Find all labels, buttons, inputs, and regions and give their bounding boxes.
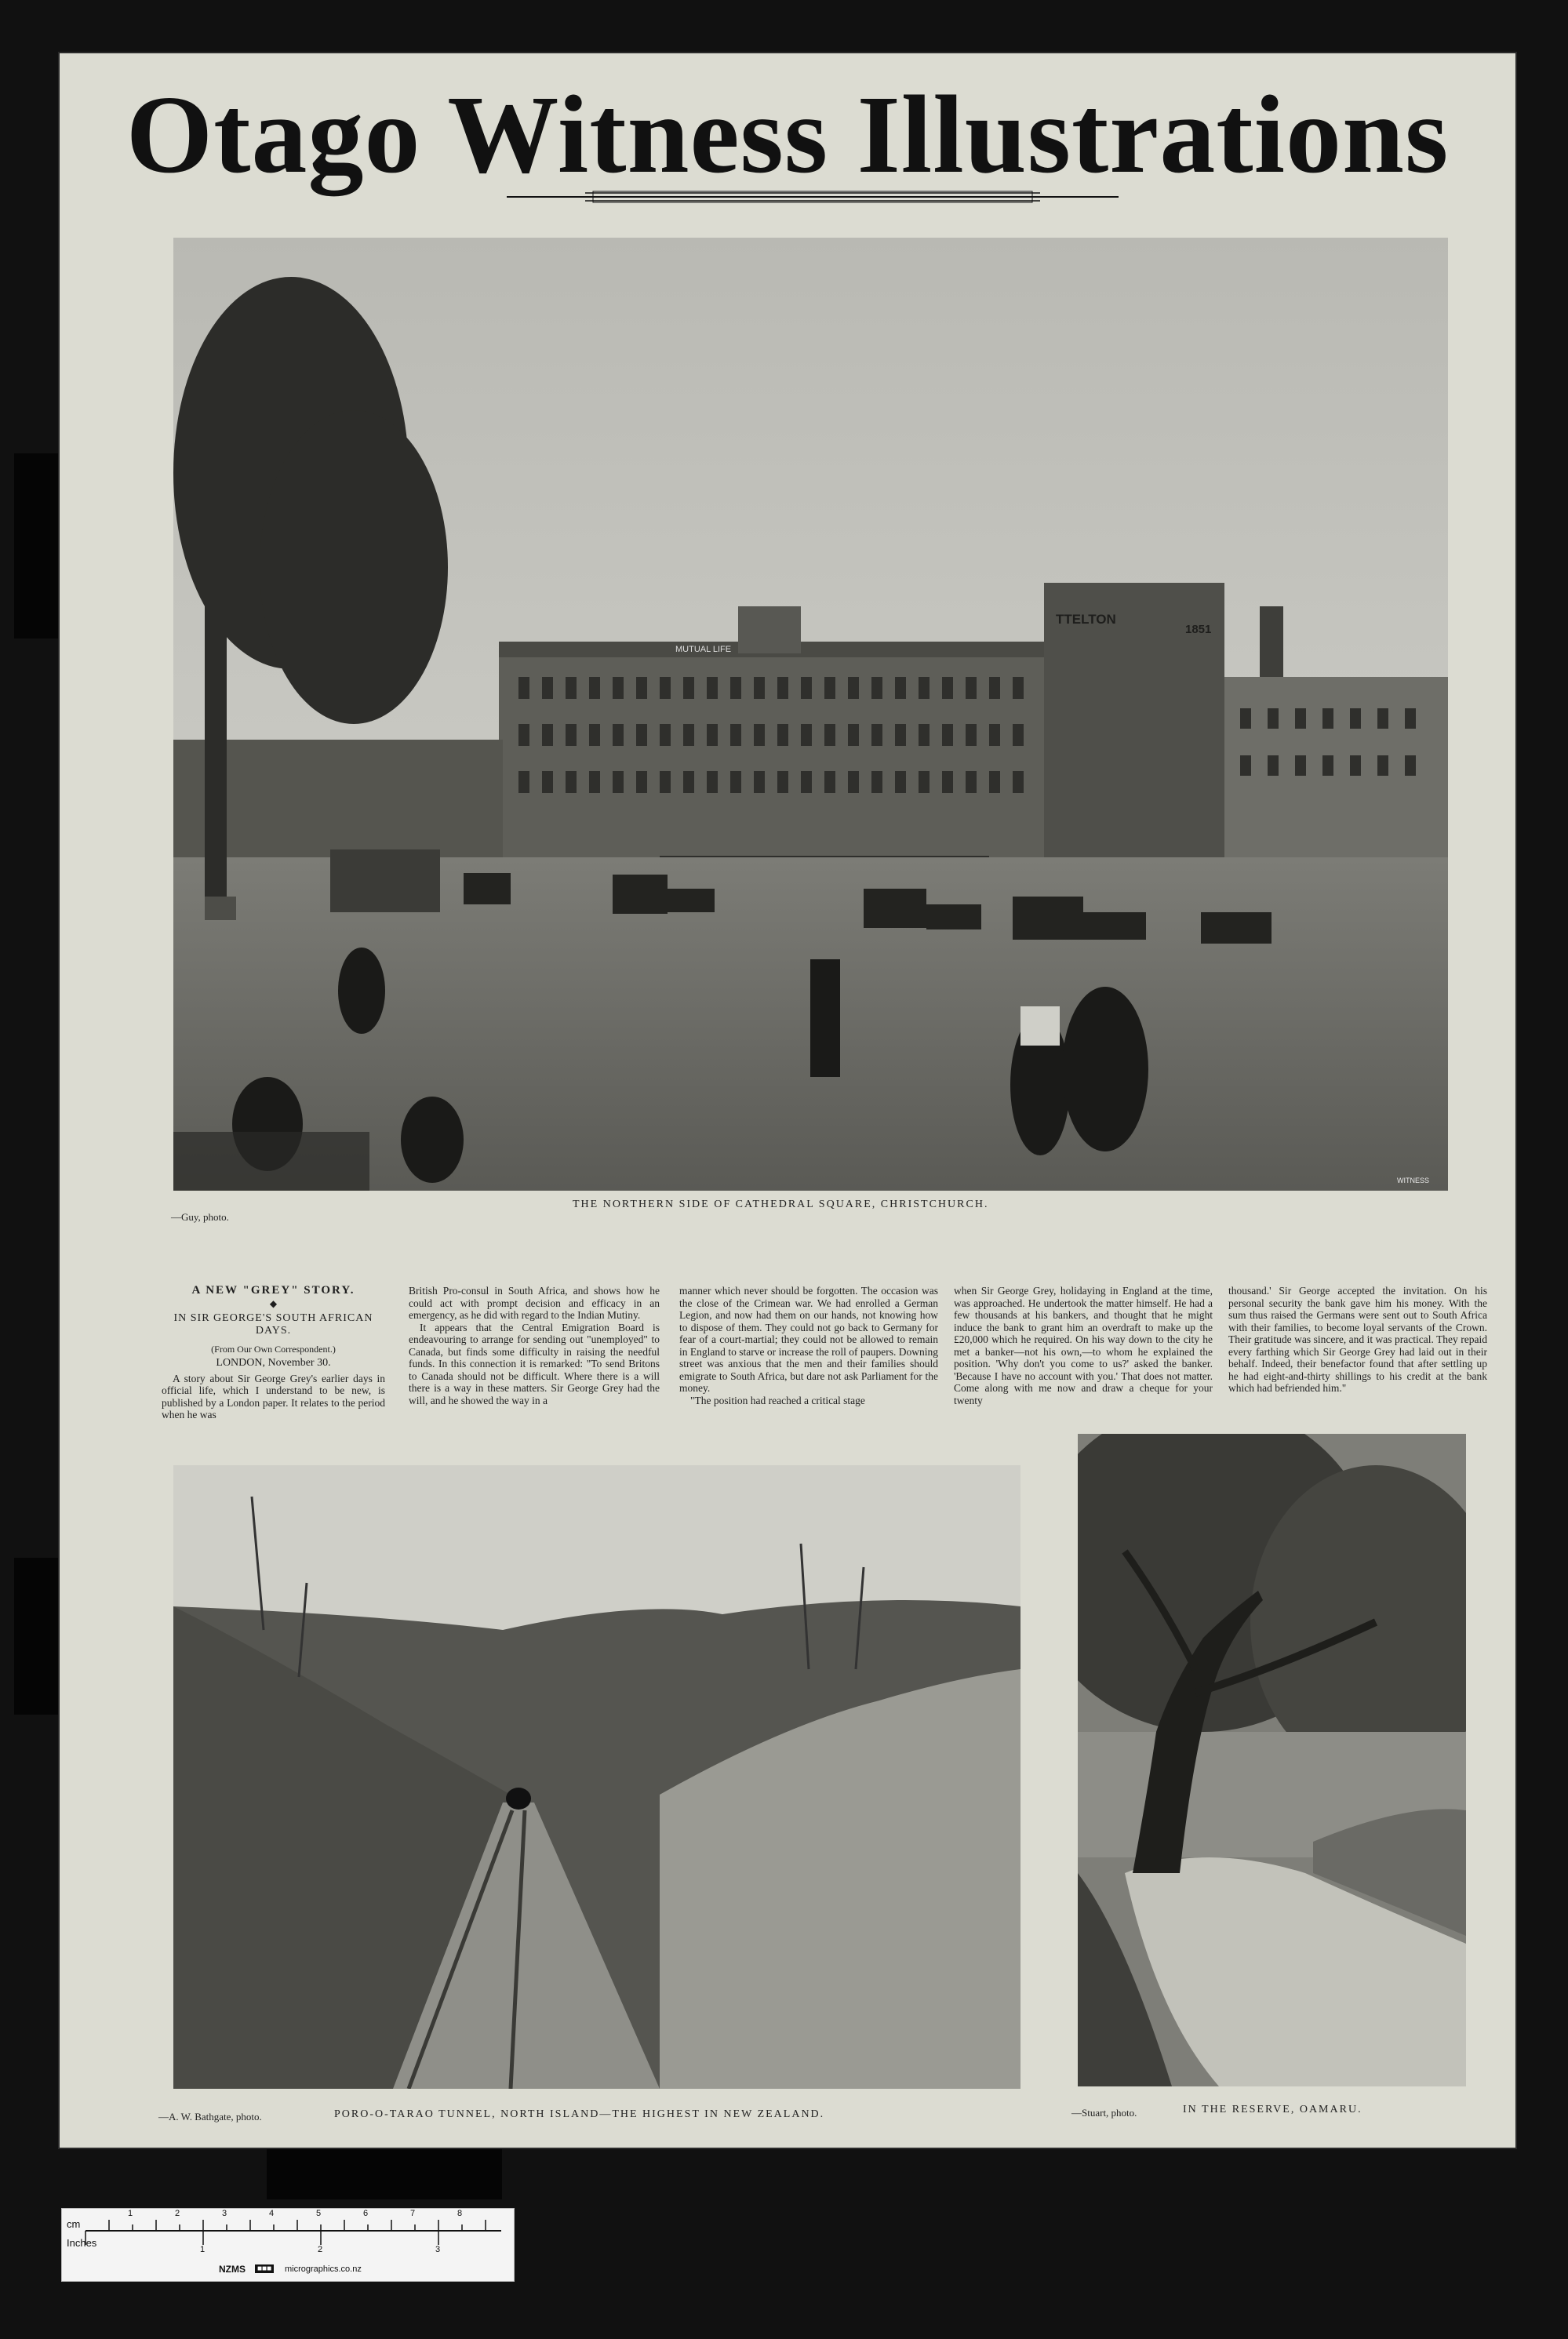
article-col5-text: thousand.' Sir George accepted the invitation. On his personal security the bank gave him his money. With the sum thus raised the Germans were sent out to South Africa with their families, to become loyal servants of the Crown. Their gratitude was sincere, and it was practical. They repaid every farthing which Sir George Grey had laid out in their behalf. Indeed, their benefactor found that after settling up he had eight-and-thirty shillings to his credit at the bank which had befriended him."	[1228, 1285, 1487, 1394]
scale-inch-tick-2: 2	[318, 2245, 323, 2254]
scale-footer-logo-icon: ■■■	[255, 2264, 274, 2273]
micrographics-scale-bar	[61, 2208, 515, 2282]
scale-inch-tick-3: 3	[435, 2245, 441, 2254]
scale-cm-tick-8: 8	[457, 2209, 463, 2218]
article-column-4	[954, 1285, 1213, 1438]
article-column-1	[162, 1285, 385, 1438]
article-headline: A NEW "GREY" STORY.	[191, 1285, 355, 1297]
sign-mutual-life: MUTUAL LIFE	[675, 645, 732, 654]
newspaper-page	[60, 53, 1515, 2148]
scale-footer-nzms: NZMS	[219, 2264, 246, 2275]
article-grey-story	[162, 1285, 1542, 1438]
scale-inches-label: Inches	[67, 2237, 97, 2249]
scale-cm-tick-4: 4	[269, 2209, 275, 2218]
scale-cm-label: cm	[67, 2218, 81, 2230]
article-col2-para1: British Pro-consul in South Africa, and shows how he could act with prompt decision and efficacy in an emergency, as he did with regard to the Indian Mutiny.	[409, 1285, 660, 1321]
article-col2-para2: It appears that the Central Emigration Board is endeavouring to arrange for sending out "unemployed" to Canada, but finds some difficulty in raising the needful funds. In this connection it is remarked: "To send Britons to Canada should not be difficult. Where there is a will there is a way in these matters. Sir George Grey had the will, and he showed the way in a	[409, 1321, 660, 1406]
article-column-2	[409, 1285, 660, 1438]
diamond-ornament: ◆	[269, 1297, 278, 1309]
backing-tab-bottom	[267, 2148, 502, 2199]
sign-1851: 1851	[1185, 623, 1212, 636]
scale-cm-tick-1: 1	[128, 2209, 133, 2218]
tunnel-photo-caption: PORO-O-TARAO TUNNEL, NORTH ISLAND—THE HIGHEST IN NEW ZEALAND.	[334, 2108, 825, 2120]
top-photo-credit: —Guy, photo.	[171, 1211, 229, 1223]
article-col3-para2: "The position had reached a critical stage	[690, 1394, 865, 1406]
top-photo-caption: THE NORTHERN SIDE OF CATHEDRAL SQUARE, CHRISTCHURCH.	[573, 1199, 989, 1210]
backing-tab-left-bottom	[14, 1558, 58, 1715]
photo-watermark: WITNESS	[1397, 1177, 1430, 1184]
scale-cm-tick-3: 3	[222, 2209, 227, 2218]
article-col4-text: when Sir George Grey, holidaying in England at the time, was approached. He undertook the matter himself. He had a few thousands at his bankers, and thought that he might induce the bank to grant him an overdraft to make up the £20,000 which he required. On his way down to the city he met a banker—not his own,—to whom he explained the position. 'Why don't you come to us?' asked the banker. 'Because I have no account with you.' That does not matter. Come along with me now and draw a cheque for your twenty	[954, 1285, 1213, 1406]
reserve-photo	[1078, 1434, 1466, 2086]
article-source: (From Our Own Correspondent.)	[211, 1343, 336, 1355]
reserve-photo-caption: IN THE RESERVE, OAMARU.	[1183, 2104, 1362, 2115]
article-column-3	[679, 1285, 938, 1438]
scale-footer-url: micrographics.co.nz	[285, 2264, 362, 2274]
cathedral-square-photo	[173, 238, 1448, 1191]
reserve-photo-credit: —Stuart, photo.	[1071, 2107, 1137, 2119]
backing-tab-left-top	[14, 453, 58, 638]
scale-cm-tick-5: 5	[316, 2209, 322, 2218]
article-col3-para1: manner which never should be forgotten. The occasion was the close of the Crimean war. We had enrolled a German Legion, and now had them on our hands, not knowing how to dispose of them. They could not go back to Germany for fear of a court-martial; they could not be allowed to remain in England to starve or increase the roll of paupers. Downing street was anxious that the men and their families should emigrate to South Africa, but dare not ask Parliament for the money.	[679, 1285, 938, 1394]
tunnel-photo-credit: —A. W. Bathgate, photo.	[158, 2111, 262, 2123]
masthead-title: Otago Witness Illustrations	[126, 72, 1450, 196]
sign-tteltons: TTELTON	[1056, 612, 1116, 627]
scale-cm-tick-7: 7	[410, 2209, 416, 2218]
article-dateline: LONDON, November 30.	[216, 1357, 331, 1369]
article-col1-text: A story about Sir George Grey's earlier days in official life, which I understand to be new, is published by a London paper. It relates to the period when he was	[162, 1372, 385, 1420]
article-subhead: IN SIR GEORGE'S SOUTH AFRICAN DAYS.	[173, 1311, 373, 1337]
scale-cm-tick-6: 6	[363, 2209, 369, 2218]
article-column-5	[1228, 1285, 1487, 1438]
decorative-rule	[507, 190, 1119, 204]
tunnel-photo	[173, 1465, 1020, 2089]
scale-cm-tick-2: 2	[175, 2209, 180, 2218]
scale-inch-tick-1: 1	[200, 2245, 206, 2254]
